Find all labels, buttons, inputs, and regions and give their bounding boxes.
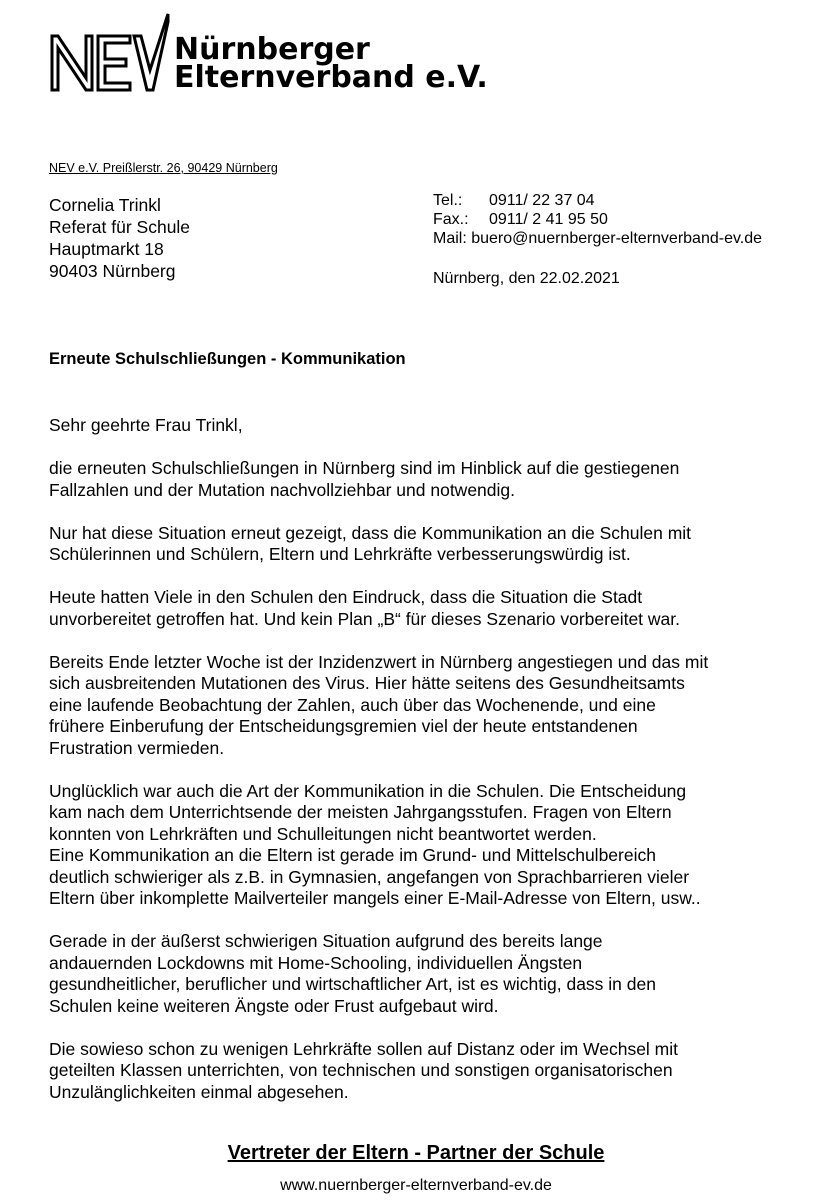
letter-body [49, 458, 819, 1125]
line: Frustration vermieden. [49, 737, 225, 758]
line: gesundheitlicher, beruflicher und wirtschaftlicher Art, ist es wichtig, dass in den [49, 974, 656, 994]
line: geteilten Klassen unterrichten, von technischen und sonstigen organisatorischen [49, 1060, 673, 1080]
line: sich ausbreitenden Mutationen des Virus. Hier hätte seitens des Gesundheitsamts [49, 673, 685, 693]
footer-website: www.nuernberger-elternverband-ev.de [280, 1177, 552, 1194]
organization-name-line2: Elternverband e.V. [174, 60, 488, 95]
contact-tel [433, 191, 762, 210]
line: frühere Einberufung der Entscheidungsgremien viel der heute entstandenen [49, 716, 638, 736]
paragraph [49, 458, 819, 501]
fax-value: 0911/ 2 41 95 50 [489, 211, 608, 228]
paragraph [49, 523, 819, 566]
recipient-name: Cornelia Trinkl [49, 195, 161, 215]
contact-fax [433, 210, 762, 229]
nev-logo-icon [50, 12, 170, 94]
line: Die sowieso schon zu wenigen Lehrkräfte sollen auf Distanz oder im Wechsel mit [49, 1038, 679, 1059]
recipient-department: Referat für Schule [49, 217, 191, 237]
recipient-city: 90403 Nürnberg [49, 261, 176, 281]
line: Schülerinnen und Schülern, Eltern und Lehrkräfte verbesserungswürdig ist. [49, 544, 631, 564]
line: Gerade in der äußerst schwierigen Situation aufgrund des bereits lange [49, 931, 603, 951]
line: Unzulänglichkeiten einmal abgesehen. [49, 1081, 349, 1102]
line: andauernden Lockdowns mit Home-Schooling, individuellen Ängsten [49, 952, 583, 973]
letter-greeting: Sehr geehrte Frau Trinkl, [49, 415, 243, 435]
line: Nur hat diese Situation erneut gezeigt, dass die Kommunikation an die Schulen mit [49, 522, 692, 543]
paragraph [49, 931, 819, 1017]
line: die erneuten Schulschließungen in Nürnberg sind im Hinblick auf die gestiegenen [49, 458, 680, 478]
organization-name [174, 32, 488, 95]
paragraph [49, 652, 819, 760]
paragraph [49, 1039, 819, 1104]
line: konnten von Lehrkräften und Schulleitungen nicht beantwortet werden. [49, 823, 597, 844]
line: unvorbereitet getroffen hat. Und kein Plan „B“ für dieses Szenario vorbereitet war. [49, 608, 680, 629]
line: kam nach dem Unterrichtsende der meisten Jahrgangsstufen. Fragen von Eltern [49, 802, 672, 822]
contact-mail: Mail: buero@nuernberger-elternverband-ev.de [433, 230, 763, 247]
organization-name-line1: Nürnberger [174, 32, 370, 67]
footer-slogan: Vertreter der Eltern - Partner der Schule [227, 1142, 605, 1164]
line: Schulen keine weiteren Ängste oder Frust aufgebaut wird. [49, 995, 499, 1016]
line: Unglücklich war auch die Art der Kommunikation in die Schulen. Die Entscheidung [49, 780, 687, 801]
line: Heute hatten Viele in den Schulen den Eindruck, dass die Situation die Stadt [49, 587, 643, 607]
letter-date: Nürnberg, den 22.02.2021 [433, 270, 620, 287]
recipient-address [49, 194, 190, 282]
fax-label: Fax.: [433, 211, 469, 228]
letter-subject: Erneute Schulschließungen - Kommunikation [49, 350, 406, 368]
tel-value: 0911/ 22 37 04 [489, 192, 595, 209]
contact-block [433, 191, 762, 248]
sender-address-line: NEV e.V. Preißlerstr. 26, 90429 Nürnberg [49, 161, 278, 175]
paragraph [49, 587, 819, 630]
line: Eine Kommunikation an die Eltern ist gerade im Grund- und Mittelschulbereich [49, 845, 656, 865]
line: Fallzahlen und der Mutation nachvollziehbar und notwendig. [49, 479, 515, 500]
line: deutlich schwieriger als z.B. in Gymnasien, angefangen von Sprachbarrieren vieler [49, 866, 690, 887]
recipient-street: Hauptmarkt 18 [49, 239, 164, 259]
tel-label: Tel.: [433, 192, 463, 209]
paragraph [49, 781, 819, 910]
line: Eltern über inkomplette Mailverteiler mangels einer E-Mail-Adresse von Eltern, usw.. [49, 888, 701, 908]
line: Bereits Ende letzter Woche ist der Inzidenzwert in Nürnberg angestiegen und das mit [49, 651, 709, 672]
line: eine laufende Beobachtung der Zahlen, auch über das Wochenende, und eine [49, 694, 656, 715]
